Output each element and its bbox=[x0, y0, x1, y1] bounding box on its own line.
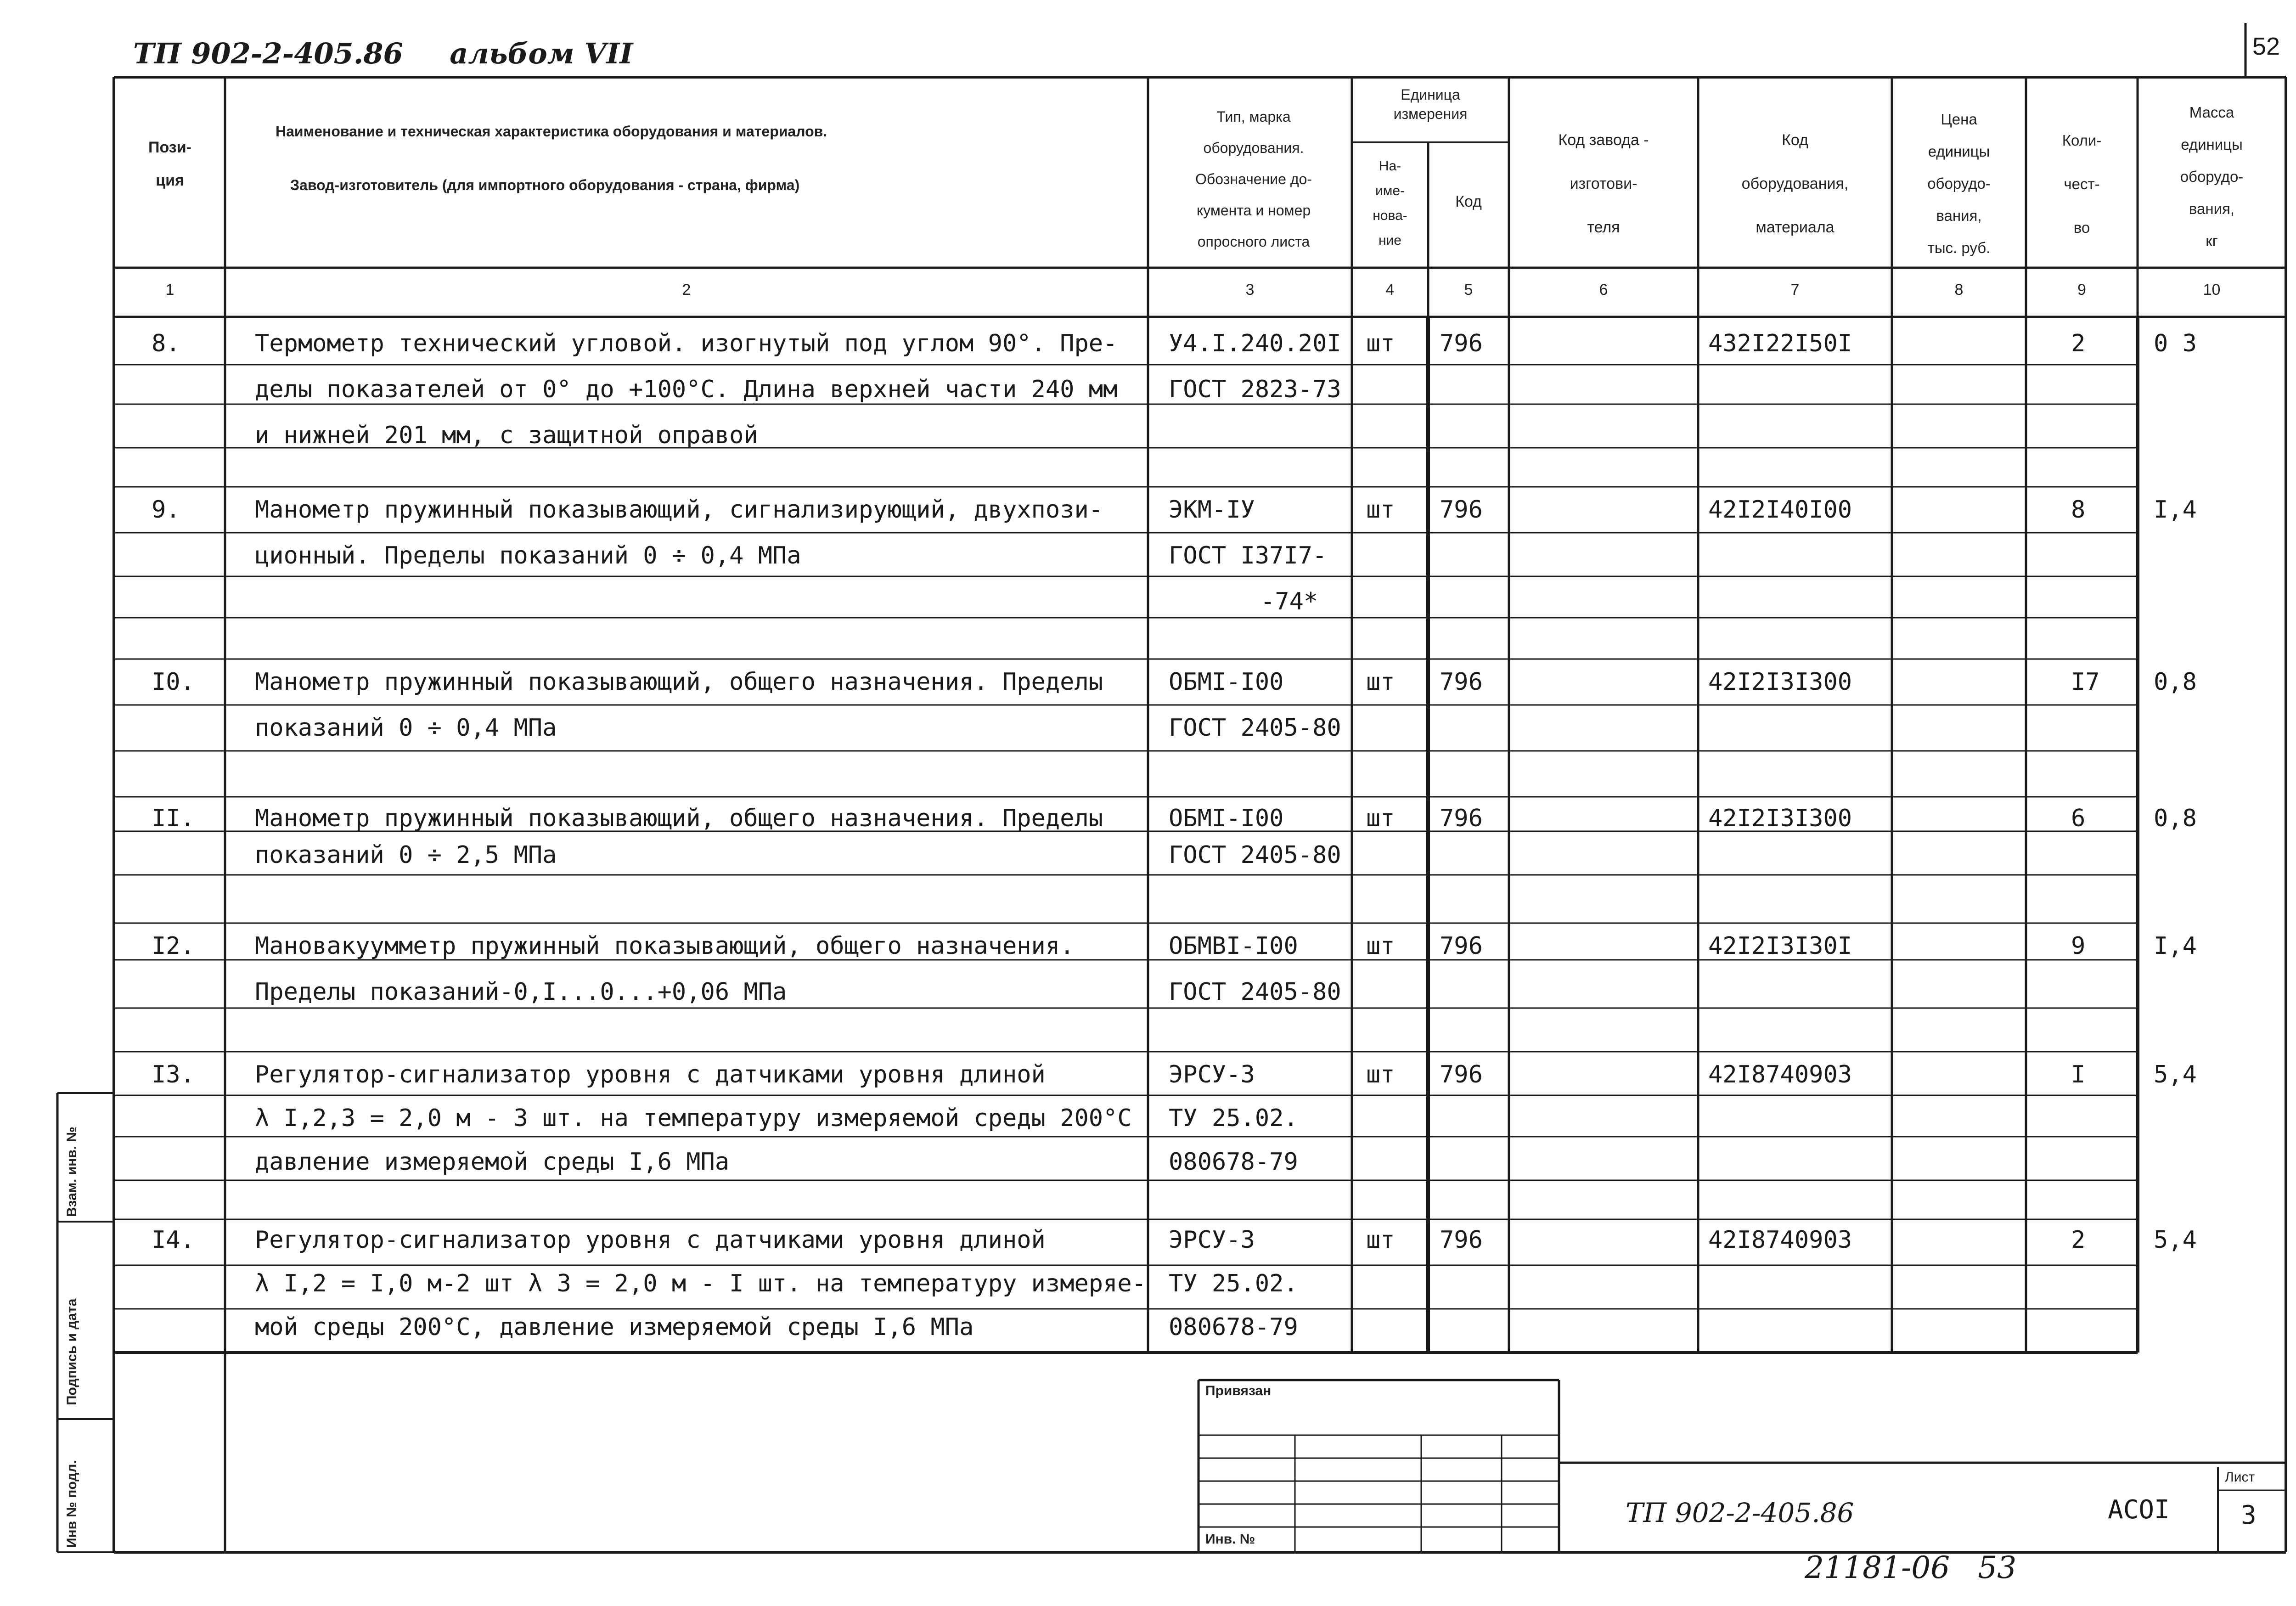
row-mass: I,4 bbox=[2154, 496, 2197, 524]
row-type-line: 080678-79 bbox=[1169, 1313, 1298, 1341]
album-label: альбом VII bbox=[450, 37, 633, 70]
row-unit-code: 796 bbox=[1440, 496, 1483, 524]
row-description-line: показаний 0 ÷ 0,4 МПа bbox=[255, 714, 557, 742]
row-position: I3. bbox=[152, 1061, 195, 1088]
side-label-sign-date: Подпись и дата bbox=[64, 1298, 79, 1405]
row-unit-code: 796 bbox=[1440, 932, 1483, 960]
row-unit-code: 796 bbox=[1440, 1226, 1483, 1254]
row-type-line: -74* bbox=[1261, 588, 1318, 615]
row-unit: шт bbox=[1366, 932, 1395, 960]
stamp-sheet-label: Лист bbox=[2225, 1470, 2255, 1485]
row-unit: шт bbox=[1366, 668, 1395, 696]
row-description-line: Манометр пружинный показывающий, общего назначения. Пределы bbox=[255, 805, 1103, 832]
col-type-header: Тип, марка оборудования. Обозначение до- кумента и номер опросного листа bbox=[1195, 108, 1312, 250]
row-unit: шт bbox=[1366, 1226, 1395, 1254]
row-type-line: ТУ 25.02. bbox=[1169, 1270, 1298, 1297]
row-unit-code: 796 bbox=[1440, 330, 1483, 357]
row-description-line: Манометр пружинный показывающий, сигнализирующий, двухпози- bbox=[255, 496, 1103, 524]
col-name-header-line1: Наименование и техническая характеристика оборудования и материалов. bbox=[276, 123, 827, 140]
row-quantity: 2 bbox=[2071, 330, 2086, 357]
row-type-line: ГОСТ 2405-80 bbox=[1169, 714, 1341, 742]
row-description-line: Регулятор-сигнализатор уровня с датчиками уровня длиной bbox=[255, 1061, 1046, 1088]
stamp-mark: АСОI bbox=[2108, 1495, 2170, 1525]
row-description-line: λ I,2 = I,0 м-2 шт λ 3 = 2,0 м - I шт. на температуру измеряе- bbox=[255, 1270, 1147, 1297]
col-number: 1 bbox=[165, 281, 174, 299]
top-code: ТП 902-2-405.86 bbox=[133, 37, 403, 70]
col-number: 8 bbox=[1954, 281, 1964, 299]
col-price-header: Цена единицы оборудо- вания, тыс. руб. bbox=[1927, 111, 1991, 256]
row-mass: 5,4 bbox=[2154, 1226, 2197, 1254]
row-type-line: ГОСТ 2823-73 bbox=[1169, 376, 1341, 403]
row-mass: 0,8 bbox=[2154, 805, 2197, 832]
stamp-doc-code: ТП 902-2-405.86 bbox=[1626, 1497, 1854, 1528]
row-quantity: 2 bbox=[2071, 1226, 2086, 1254]
row-equipment-code: 42I2I3I30I bbox=[1708, 932, 1852, 960]
row-description-line: делы показателей от 0° до +100°С. Длина верхней части 240 мм bbox=[255, 376, 1118, 403]
col-number: 10 bbox=[2203, 281, 2221, 299]
col-unit-name-header: На- име- нова- ние bbox=[1373, 158, 1407, 248]
row-unit: шт bbox=[1366, 1061, 1395, 1088]
row-unit: шт bbox=[1366, 805, 1395, 832]
col-qty-header: Коли- чест- во bbox=[2062, 132, 2102, 236]
row-description-line: Манометр пружинный показывающий, общего назначения. Пределы bbox=[255, 668, 1103, 696]
row-position: 8. bbox=[152, 330, 180, 357]
row-description-line: давление измеряемой среды I,6 МПа bbox=[255, 1148, 730, 1176]
row-unit: шт bbox=[1366, 496, 1395, 524]
row-type-line: ЭРСУ-3 bbox=[1169, 1226, 1255, 1254]
col-number: 9 bbox=[2077, 281, 2086, 299]
row-description-line: показаний 0 ÷ 2,5 МПа bbox=[255, 841, 557, 869]
row-position: I4. bbox=[152, 1226, 195, 1254]
row-equipment-code: 42I2I3I300 bbox=[1708, 668, 1852, 696]
col-unit-header: Единица измерения bbox=[1393, 86, 1468, 122]
row-description-line: Пределы показаний-0,I...0...+0,06 МПа bbox=[255, 978, 787, 1006]
col-unit-code-header: Код bbox=[1455, 193, 1482, 210]
bottom-page-number: 53 bbox=[1978, 1550, 2017, 1585]
row-mass: 0 3 bbox=[2154, 330, 2197, 357]
col-number: 7 bbox=[1790, 281, 1800, 299]
row-mass: 0,8 bbox=[2154, 668, 2197, 696]
row-type-line: ТУ 25.02. bbox=[1169, 1104, 1298, 1132]
row-description-line: мой среды 200°С, давление измеряемой среды I,6 МПа bbox=[255, 1313, 974, 1341]
stamp-inv-label: Инв. № bbox=[1205, 1532, 1255, 1547]
row-unit-code: 796 bbox=[1440, 668, 1483, 696]
bottom-doc-number: 21181-06 bbox=[1805, 1550, 1950, 1585]
row-quantity: I bbox=[2071, 1061, 2086, 1088]
row-equipment-code: 42I2I3I300 bbox=[1708, 805, 1852, 832]
row-type-line: ЭРСУ-3 bbox=[1169, 1061, 1255, 1088]
row-position: I0. bbox=[152, 668, 195, 696]
row-mass: I,4 bbox=[2154, 932, 2197, 960]
side-label-inv-orig: Инв № подл. bbox=[64, 1460, 79, 1548]
row-position: 9. bbox=[152, 496, 180, 524]
col-number: 5 bbox=[1464, 281, 1473, 299]
row-description-line: λ I,2,3 = 2,0 м - 3 шт. на температуру измеряемой среды 200°С bbox=[255, 1104, 1132, 1132]
row-description-line: ционный. Пределы показаний 0 ÷ 0,4 МПа bbox=[255, 542, 801, 569]
row-equipment-code: 42I8740903 bbox=[1708, 1061, 1852, 1088]
row-description-line: и нижней 201 мм, с защитной оправой bbox=[255, 422, 758, 449]
row-type-line: ОБМВI-I00 bbox=[1169, 932, 1298, 960]
col-number: 3 bbox=[1245, 281, 1255, 299]
stamp-attached-label: Привязан bbox=[1205, 1383, 1272, 1398]
row-quantity: 6 bbox=[2071, 805, 2086, 832]
stamp-sheet-number: 3 bbox=[2241, 1500, 2257, 1530]
row-mass: 5,4 bbox=[2154, 1061, 2197, 1088]
page-number: 52 bbox=[2252, 33, 2280, 60]
row-description-line: Мановакуумметр пружинный показывающий, общего назначения. bbox=[255, 932, 1075, 960]
row-unit-code: 796 bbox=[1440, 805, 1483, 832]
side-label-vzam: Взам. инв. № bbox=[64, 1127, 79, 1217]
row-description-line: Термометр технический угловой. изогнутый под углом 90°. Пре- bbox=[255, 330, 1118, 357]
col-number: 6 bbox=[1599, 281, 1608, 299]
row-quantity: 9 bbox=[2071, 932, 2086, 960]
row-type-line: ГОСТ 2405-80 bbox=[1169, 841, 1341, 869]
row-type-line: ОБМI-I00 bbox=[1169, 668, 1284, 696]
row-equipment-code: 42I8740903 bbox=[1708, 1226, 1852, 1254]
row-type-line: 080678-79 bbox=[1169, 1148, 1298, 1176]
row-equipment-code: 432I22I50I bbox=[1708, 330, 1852, 357]
row-type-line: ГОСТ 2405-80 bbox=[1169, 978, 1341, 1006]
col-number: 4 bbox=[1385, 281, 1395, 299]
row-type-line: ОБМI-I00 bbox=[1169, 805, 1284, 832]
bottom-number bbox=[1805, 1550, 2016, 1585]
row-quantity: I7 bbox=[2071, 668, 2100, 696]
col-position-header: Пози- ция bbox=[148, 139, 191, 189]
col-name-header-line2: Завод-изготовитель (для импортного оборудования - страна, фирма) bbox=[290, 177, 800, 193]
row-position: II. bbox=[152, 805, 195, 832]
row-type-line: ГОСТ I37I7- bbox=[1169, 542, 1327, 569]
col-number: 2 bbox=[682, 281, 691, 299]
row-description-line: Регулятор-сигнализатор уровня с датчиками уровня длиной bbox=[255, 1226, 1046, 1254]
row-equipment-code: 42I2I40I00 bbox=[1708, 496, 1852, 524]
row-quantity: 8 bbox=[2071, 496, 2086, 524]
row-position: I2. bbox=[152, 932, 195, 960]
row-unit: шт bbox=[1366, 330, 1395, 357]
row-unit-code: 796 bbox=[1440, 1061, 1483, 1088]
row-type-line: У4.I.240.20I bbox=[1169, 330, 1341, 357]
row-type-line: ЭКМ-IУ bbox=[1169, 496, 1255, 524]
col-mass-header: Масса единицы оборудо- вания, кг bbox=[2180, 104, 2244, 249]
col-equipment-code-header: Код оборудования, материала bbox=[1741, 131, 1849, 236]
col-factory-code-header: Код завода - изготови- теля bbox=[1558, 131, 1649, 236]
